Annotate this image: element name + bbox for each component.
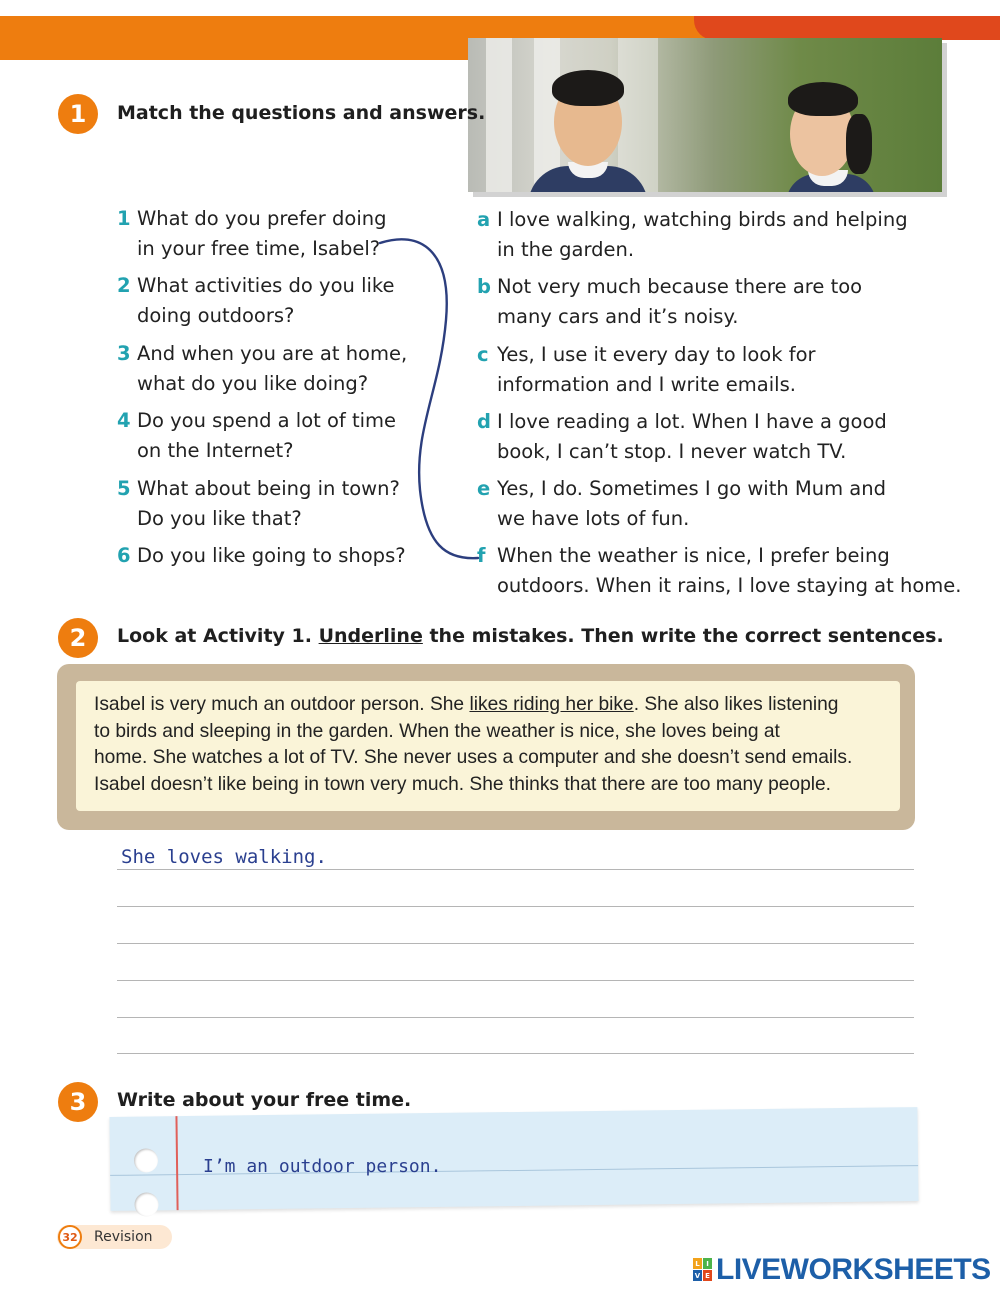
answer-line-3[interactable]	[117, 943, 914, 944]
question-label: 5	[117, 477, 131, 500]
logo-letter: E	[703, 1270, 712, 1281]
instruction-text: Look at Activity 1.	[117, 625, 312, 647]
question-label: 4	[117, 409, 131, 432]
question-text-line: Do you spend a lot of time	[137, 409, 397, 432]
free-time-example: I’m an outdoor person.	[203, 1156, 442, 1177]
question-label: 3	[117, 342, 131, 365]
question-text-line: What activities do you like	[137, 274, 395, 297]
question-item-5[interactable]	[117, 474, 417, 534]
answer-item-d[interactable]	[477, 407, 937, 467]
activity-2-instruction	[117, 625, 944, 647]
question-item-3[interactable]	[117, 339, 417, 399]
liveworksheets-logo-icon	[693, 1258, 713, 1282]
header-accent-bar	[694, 16, 1000, 40]
question-text-line: in your free time, Isabel?	[137, 237, 381, 260]
answer-line-6[interactable]	[117, 1053, 914, 1054]
paragraph-line: Isabel doesn’t like being in town very much. She thinks that there are too many people.	[94, 773, 832, 795]
question-label: 6	[117, 544, 131, 567]
logo-letter: L	[693, 1258, 702, 1269]
question-text-line: What about being in town?	[137, 477, 400, 500]
paragraph-text: Isabel is very much an outdoor person. She	[94, 694, 465, 715]
liveworksheets-brand[interactable]: LIVEWORKSHEETS	[716, 1253, 991, 1286]
example-answer: She loves walking.	[121, 846, 327, 868]
question-text-line: And when you are at home,	[137, 342, 408, 365]
question-text-line: Do you like that?	[137, 507, 302, 530]
activity-3-badge: 3	[58, 1082, 98, 1122]
answer-text-line: I love walking, watching birds and helping	[497, 208, 908, 231]
logo-letter: I	[703, 1258, 712, 1269]
paragraph-text: . She also likes listening	[633, 694, 839, 715]
answer-item-b[interactable]	[477, 272, 937, 332]
answer-text-line: book, I can’t stop. I never watch TV.	[497, 440, 847, 463]
answer-label: a	[477, 208, 491, 231]
activity-1-instruction: Match the questions and answers.	[117, 102, 486, 124]
answer-text-line: Yes, I use it every day to look for	[497, 343, 816, 366]
answer-item-f[interactable]	[477, 541, 962, 601]
answer-label: b	[477, 275, 491, 298]
instruction-underlined-word: Underline	[318, 625, 423, 647]
answer-text-line: many cars and it’s noisy.	[497, 305, 739, 328]
instruction-text: the mistakes. Then write the correct sentences.	[429, 625, 944, 647]
answer-text-line: I love reading a lot. When I have a good	[497, 410, 887, 433]
question-text-line: What do you prefer doing	[137, 207, 387, 230]
paragraph-line: to birds and sleeping in the garden. When the weather is nice, she loves being at	[94, 720, 780, 742]
activity-1-badge: 1	[58, 94, 98, 134]
question-label: 1	[117, 207, 131, 230]
answer-line-4[interactable]	[117, 980, 914, 981]
question-label: 2	[117, 274, 131, 297]
underlined-mistake: likes riding her bike	[469, 694, 634, 715]
activity-3-instruction: Write about your free time.	[117, 1089, 412, 1111]
answer-line-5[interactable]	[117, 1017, 914, 1018]
question-item-1[interactable]	[117, 204, 417, 264]
answer-text-line: in the garden.	[497, 238, 635, 261]
answer-item-c[interactable]	[477, 340, 937, 400]
paragraph-line: home. She watches a lot of TV. She never uses a computer and she doesn’t send emails.	[94, 747, 853, 768]
activity-2-badge: 2	[58, 618, 98, 658]
answer-label: f	[477, 544, 486, 567]
answer-label: c	[477, 343, 489, 366]
question-text-line: what do you like doing?	[137, 372, 369, 395]
answer-text-line: Not very much because there are too	[497, 275, 863, 298]
question-text-line: on the Internet?	[137, 439, 294, 462]
isabel-paragraph	[94, 692, 894, 798]
answer-line-1[interactable]	[117, 869, 914, 870]
answer-label: e	[477, 477, 491, 500]
answer-item-e[interactable]	[477, 474, 937, 534]
question-item-2[interactable]	[117, 271, 417, 331]
answer-label: d	[477, 410, 491, 433]
logo-letter: V	[694, 1271, 701, 1280]
answer-line-2[interactable]	[117, 906, 914, 907]
answer-item-a[interactable]	[477, 205, 937, 265]
question-item-4[interactable]	[117, 406, 417, 466]
page-number: 32	[58, 1225, 82, 1249]
answer-text-line: When the weather is nice, I prefer being	[497, 544, 890, 567]
answer-text-line: we have lots of fun.	[497, 507, 690, 530]
question-text-line: Do you like going to shops?	[137, 544, 406, 567]
children-photo	[468, 38, 942, 192]
answer-text-line: Yes, I do. Sometimes I go with Mum and	[497, 477, 886, 500]
answer-text-line: information and I write emails.	[497, 373, 796, 396]
section-label: Revision	[94, 1229, 153, 1245]
question-text-line: doing outdoors?	[137, 304, 295, 327]
answer-text-line: outdoors. When it rains, I love staying at home.	[497, 574, 962, 597]
question-item-6[interactable]	[117, 541, 417, 571]
